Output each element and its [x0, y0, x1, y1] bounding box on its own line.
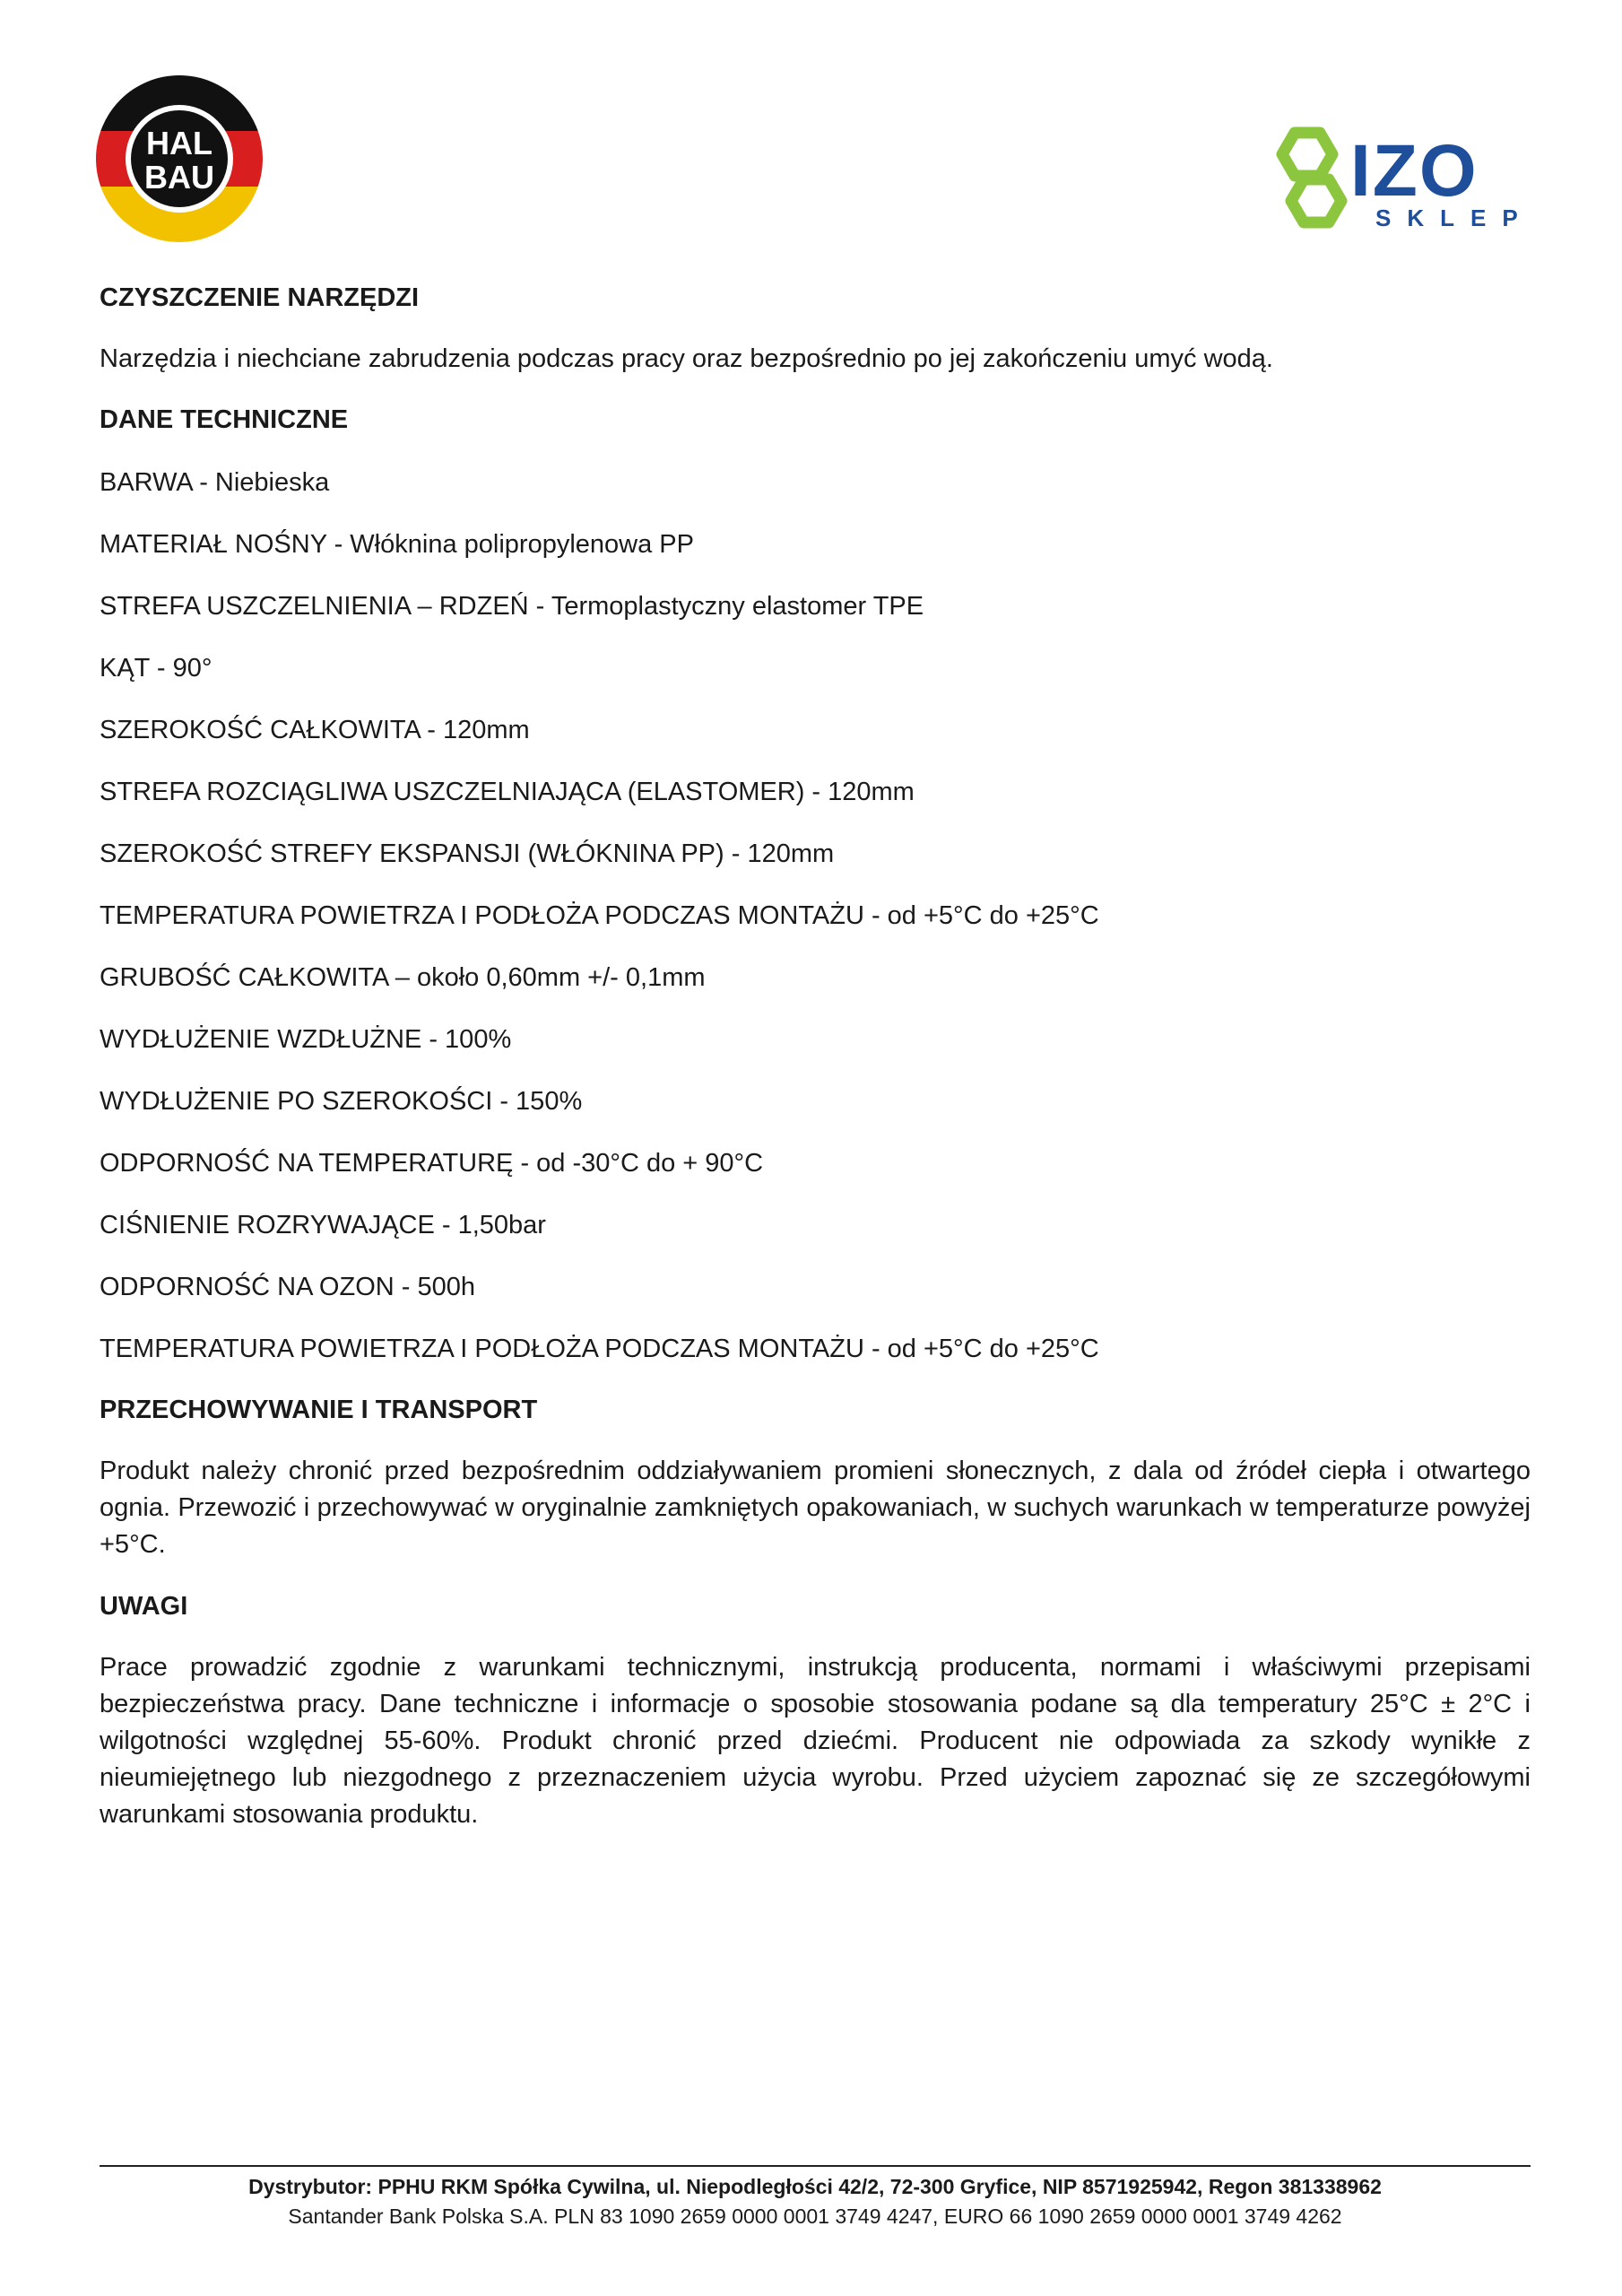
- footer-bank: Santander Bank Polska S.A. PLN 83 1090 2659 0000 0001 3749 4247, EURO 66 1090 2659 0000 0001 3749 4262: [288, 2205, 1342, 2228]
- cleaning-heading: CZYSZCZENIE NARZĘDZI: [100, 283, 420, 312]
- tech-item: TEMPERATURA POWIETRZA I PODŁOŻA PODCZAS MONTAŻU - od +5°C do +25°C: [100, 901, 1099, 930]
- document-body: [100, 280, 1531, 1833]
- tech-item: TEMPERATURA POWIETRZA I PODŁOŻA PODCZAS MONTAŻU - od +5°C do +25°C: [100, 1335, 1099, 1363]
- izo-logo-text: IZO: [1350, 130, 1479, 212]
- footer-distributor: Dystrybutor: PPHU RKM Spółka Cywilna, ul. Niepodległości 42/2, 72-300 Gryfice, NIP 8571925942, Regon 381338962: [248, 2175, 1382, 2198]
- tech-item: STREFA USZCZELNIENIA – RDZEŃ - Termoplastyczny elastomer TPE: [100, 592, 924, 621]
- footer: [100, 2172, 1531, 2231]
- izo-sklep-logo: [1268, 124, 1537, 231]
- tech-item: ODPORNOŚĆ NA TEMPERATURĘ - od -30°C do + 90°C: [100, 1149, 764, 1178]
- notes-text: Prace prowadzić zgodnie z warunkami technicznymi, instrukcją producenta, normami i właściwymi przepisami bezpieczeństwa pracy. Dane techniczne i informacje o sposobie stosowania podane są dla temperatury 25°C ± 2°C i wilgotności względnej 55-60%. Produkt chronić przed dziećmi. Producent nie odpowiada za szkody wynikłe z nieumiejętnego lub niezgodnego z przeznaczeniem użycia wyrobu. Przed użyciem zapoznać się ze szczegółowymi warunkami stosowania produktu.: [100, 1653, 1531, 1829]
- storage-heading: PRZECHOWYWANIE I TRANSPORT: [100, 1396, 538, 1424]
- halbau-logo-text-top: HAL: [146, 125, 213, 161]
- cleaning-text: Narzędzia i niechciane zabrudzenia podczas pracy oraz bezpośrednio po jej zakończeniu umyć wodą.: [100, 344, 1273, 373]
- tech-item: CIŚNIENIE ROZRYWAJĄCE - 1,50bar: [100, 1211, 546, 1239]
- tech-item: GRUBOŚĆ CAŁKOWITA – około 0,60mm +/- 0,1mm: [100, 963, 706, 992]
- tech-item: STREFA ROZCIĄGLIWA USZCZELNIAJĄCA (ELASTOMER) - 120mm: [100, 778, 915, 806]
- tech-item: BARWA - Niebieska: [100, 468, 330, 497]
- tech-item: SZEROKOŚĆ STREFY EKSPANSJI (WŁÓKNINA PP) - 120mm: [100, 839, 835, 868]
- tech-item: WYDŁUŻENIE PO SZEROKOŚCI - 150%: [100, 1087, 583, 1116]
- tech-item: ODPORNOŚĆ NA OZON - 500h: [100, 1273, 475, 1301]
- tech-item: MATERIAŁ NOŚNY - Włóknina polipropylenowa PP: [100, 530, 694, 559]
- halbau-logo-text-bottom: BAU: [144, 159, 214, 196]
- notes-heading: UWAGI: [100, 1592, 188, 1621]
- tech-item: SZEROKOŚĆ CAŁKOWITA - 120mm: [100, 716, 530, 744]
- tech-item: WYDŁUŻENIE WZDŁUŻNE - 100%: [100, 1025, 512, 1054]
- sklep-logo-text: SKLEP: [1375, 204, 1534, 231]
- halbau-logo: [94, 74, 265, 244]
- tech-item: KĄT - 90°: [100, 654, 213, 683]
- tech-heading: DANE TECHNICZNE: [100, 405, 349, 434]
- storage-text: Produkt należy chronić przed bezpośrednim oddziaływaniem promieni słonecznych, z dala od źródeł ciepła i otwartego ognia. Przewozić i przechowywać w oryginalnie zamkniętych opakowaniach, w suchych warunkach w temperaturze powyżej +5°C.: [100, 1457, 1531, 1559]
- footer-divider: [100, 2165, 1531, 2167]
